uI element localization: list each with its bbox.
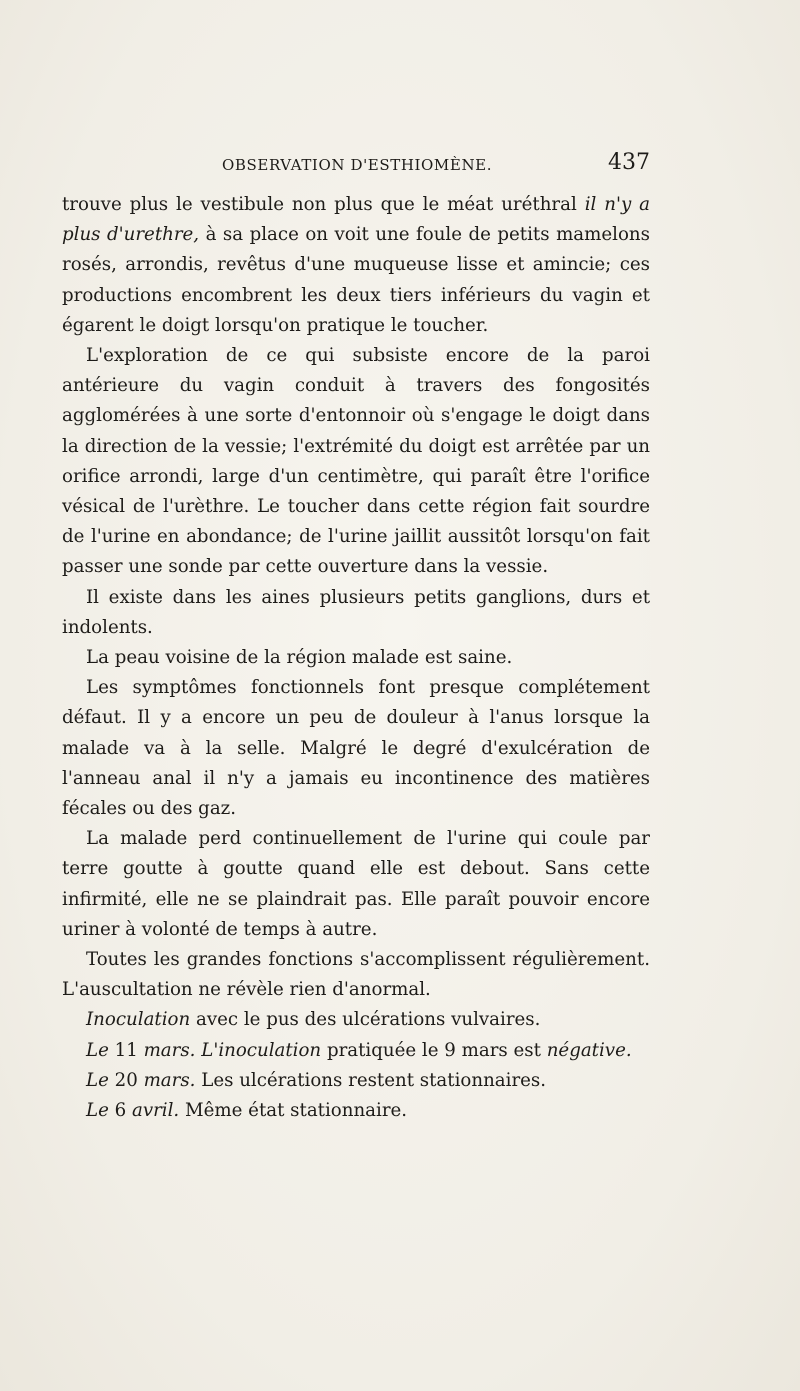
- paragraph-10: [62, 1066, 650, 1096]
- text-span: Les ulcérations restent stationnaires.: [195, 1069, 547, 1091]
- paragraph-1: [62, 190, 650, 341]
- text-span: Même état stationnaire.: [179, 1100, 408, 1122]
- text-span: pratiquée le 9 mars est: [321, 1039, 547, 1061]
- text-span: avec le pus des ulcérations vulvaires.: [190, 1009, 541, 1031]
- italic-span: mars.: [143, 1069, 196, 1091]
- paragraph-5: Les symptômes fonctionnels font presque complétement défaut. Il y a encore un peu de douleur à l'anus lorsque la malade va à la selle. Malgré le degré d'exulcération de l'anneau anal il n'y a jamais eu incontinence des matières fécales ou des gaz.: [62, 677, 650, 820]
- paragraph-3: Il existe dans les aines plusieurs petits ganglions, durs et indolents.: [62, 586, 650, 638]
- text-span: à sa place on voit une foule de petits mamelons rosés, arrondis, revêtus d'une muqueuse lisse et amincie; ces productions encombrent les deux tiers inférieurs du vagin et égarent le doigt lorsqu'on pratique le toucher.: [62, 224, 650, 336]
- paragraph-2: L'exploration de ce qui subsiste encore de la paroi antérieure du vagin conduit à travers des fongosités agglomérées à une sorte d'entonnoir où s'engage le doigt dans la direction de la vessie; l'extrémité du doigt est arrêtée par un orifice arrondi, large d'un centimètre, qui paraît être l'orifice vésical de l'urèthre. Le toucher dans cette région fait sourdre de l'urine en abondance; de l'urine jaillit aussitôt lorsqu'on fait passer une sonde par cette ouverture dans la vessie.: [62, 345, 650, 578]
- running-title: OBSERVATION D'ESTHIOMÈNE.: [222, 156, 493, 174]
- italic-span: négative.: [546, 1039, 632, 1061]
- italic-span: il n'y a plus d'urethre,: [62, 194, 650, 246]
- paragraph-6: La malade perd continuellement de l'urine qui coule par terre goutte à goutte quand elle est debout. Sans cette infirmité, elle ne se plaindrait pas. Elle paraît pouvoir encore uriner à volonté de temps à autre.: [62, 828, 650, 940]
- text-span: 11: [108, 1039, 144, 1061]
- running-head: [62, 150, 650, 180]
- italic-span: Le: [86, 1100, 109, 1122]
- italic-span: avril.: [131, 1100, 180, 1122]
- page-number: 437: [608, 150, 650, 175]
- text-span: 6: [108, 1100, 132, 1122]
- paragraph-8: [62, 1005, 650, 1035]
- italic-span: Le: [86, 1069, 109, 1091]
- body-text: [62, 190, 650, 1126]
- paragraph-4: La peau voisine de la région malade est saine.: [86, 647, 513, 669]
- paragraph-11: [62, 1096, 650, 1126]
- italic-span: Inoculation: [86, 1009, 191, 1031]
- italic-span: mars. L'inoculation: [143, 1039, 322, 1061]
- italic-span: Le: [86, 1039, 109, 1061]
- text-span: trouve plus le vestibule non plus que le méat uréthral: [62, 194, 585, 215]
- paragraph-9: [62, 1036, 650, 1066]
- text-span: 20: [108, 1069, 144, 1091]
- paragraph-7: Toutes les grandes fonctions s'accomplissent régulièrement. L'auscultation ne révèle rien d'anormal.: [62, 949, 650, 1001]
